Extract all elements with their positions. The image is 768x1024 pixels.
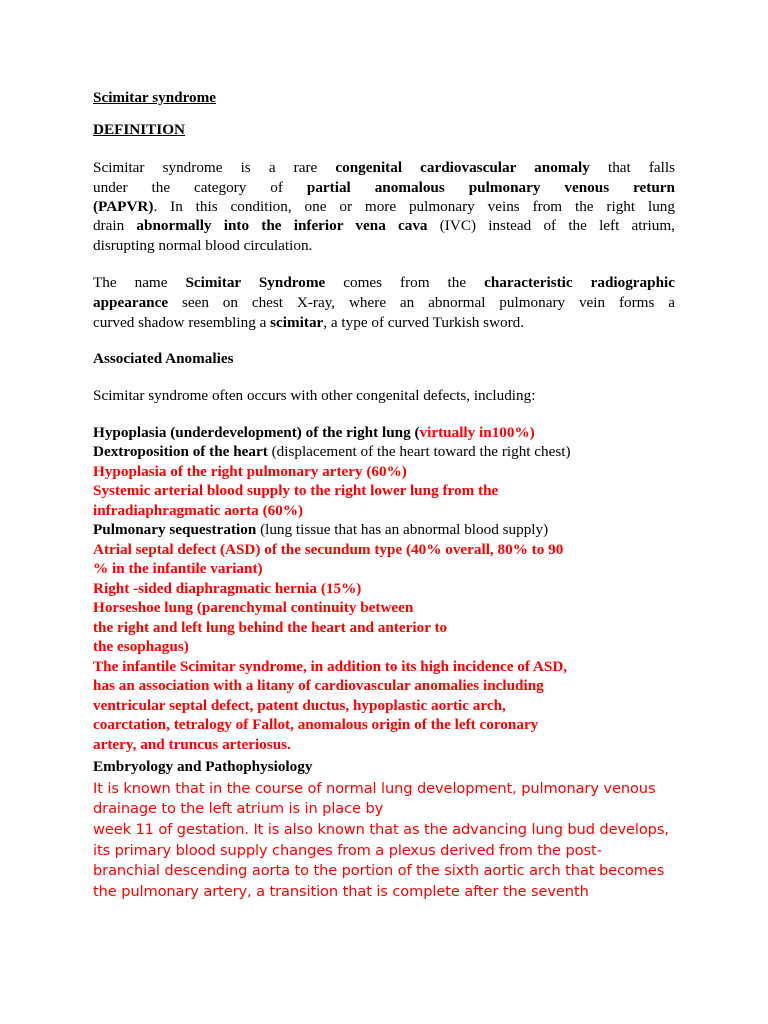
- embryology-heading: Embryology and Pathophysiology: [93, 758, 313, 775]
- definition-heading: DEFINITION: [93, 121, 185, 138]
- list-item: Right -sided diaphragmatic hernia (15%): [93, 580, 362, 597]
- list-item: Dextroposition of the heart (displacement of the heart toward the right chest): [93, 443, 571, 460]
- list-item: Hypoplasia of the right pulmonary artery (60%): [93, 463, 407, 480]
- list-item: Hypoplasia (underdevelopment) of the right lung (virtually in100%): [93, 424, 535, 441]
- associated-intro: Scimitar syndrome often occurs with other congenital defects, including:: [93, 387, 536, 404]
- associated-anomalies-heading: Associated Anomalies: [93, 350, 234, 367]
- list-item: Pulmonary sequestration (lung tissue that has an abnormal blood supply): [93, 521, 549, 538]
- document-title: Scimitar syndrome: [93, 89, 217, 106]
- document-page: Scimitar syndrome DEFINITION Scimitar syndrome is a rare congenital cardiovascular anomaly that falls under the category of partial anomalous pulmonary venous return (PAPVR). In this condition, one or more pulmonary veins from the right lung drain abnormally into the inferior vena cava (IVC) instead of the left atrium, disrupting normal blood circulation. The name Scimitar Syndrome comes from the characteristic radiographic appearance seen on chest X-ray, where an abnormal pulmonary vein forms a curved shadow resembling a scimitar, a type of curved Turkish sword. Associated Anomalies Scimitar syndrome often occurs with other congenital defects, including: Hypoplasia (underdevelopment) of the right lung (virtually in100%) Dextroposition of the heart (displacement of the heart toward the right chest) Hypoplasia of the right pulmonary artery (60%) Systemic arterial blood supply to the right lower lung from the infradiaphragmatic aorta (60%) Pulmonary sequestration (lung tissue that has an abnormal blood supply) Atrial septal defect (ASD) of the secundum type (40% overall, 80% to 90 % in the infantile variant) Right -sided diaphragmatic hernia (15%) Horseshoe lung (parenchymal continuity between the right and left lung behind the heart and anterior to the esophagus) The infantile Scimitar syndrome, in addition to its high incidence of ASD, has an association with a litany of cardiovascular anomalies including ventricular septal defect, patent ductus, hypoplastic aortic arch, coarctation, tetralogy of Fallot, anomalous origin of the left coronary artery, and truncus arteriosus. Embryology and Pathophysiology It is known that in the course of normal lung development, pulmonary venous drainage to the left atrium is in place by week 11 of gestation. It is also known that as the advancing lung bud develops, its primary blood supply changes from a plexus derived from the post- branchial descending aorta to the portion of the sixth aortic arch that becomes the pulmonary artery, a transition that is complete after the seventh: [93, 89, 676, 900]
